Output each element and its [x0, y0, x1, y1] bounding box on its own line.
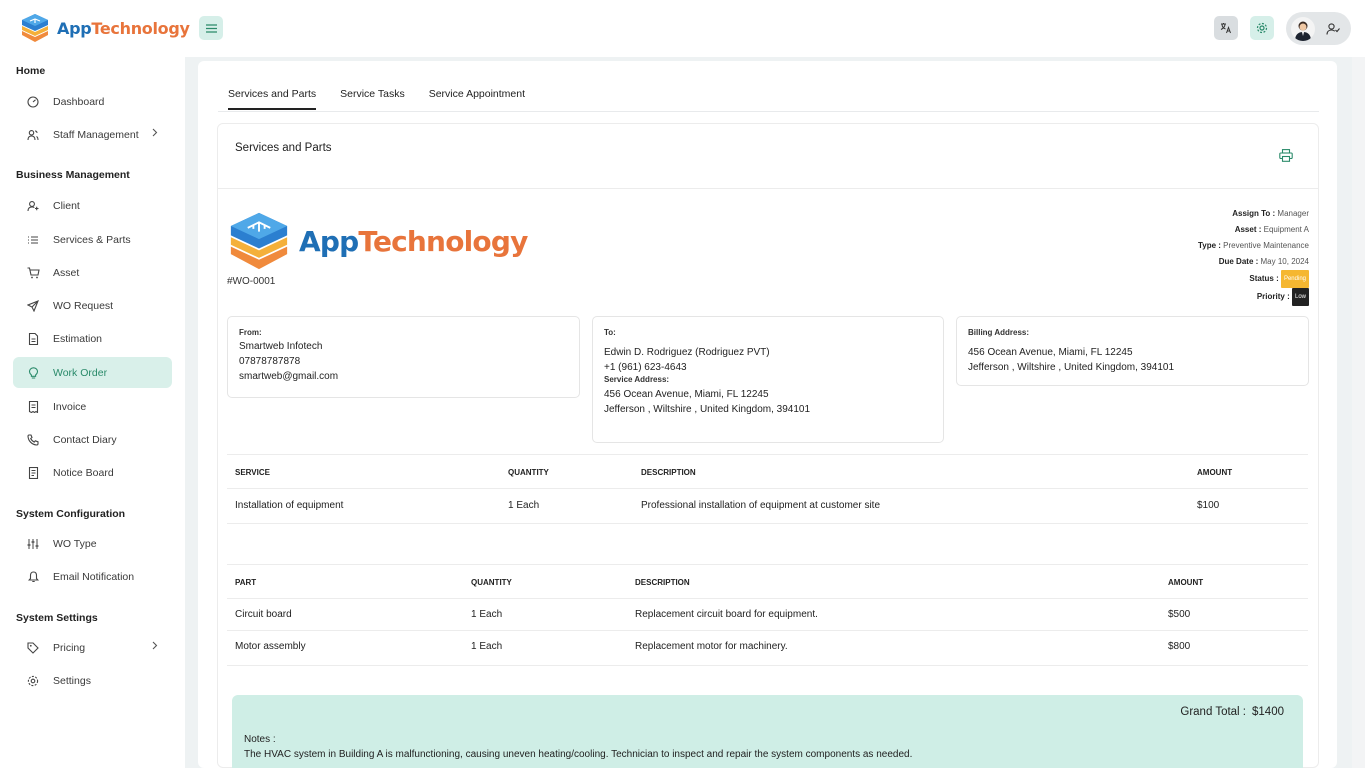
sidebar-item-label: Email Notification [53, 570, 135, 583]
meta-value: Equipment A [1263, 225, 1309, 234]
sidebar-item-services-parts[interactable] [13, 224, 172, 255]
meta-value: Manager [1277, 209, 1309, 218]
column-header: QUANTITY [508, 468, 549, 477]
work-order-meta [1198, 206, 1309, 306]
sidebar-item-label: Pricing [53, 641, 86, 654]
meta-due-date [1198, 254, 1309, 270]
meta-label: Asset : [1234, 225, 1262, 234]
sidebar-item-work-order[interactable] [13, 357, 172, 388]
sidebar-item-asset[interactable] [13, 257, 172, 288]
grand-total-label: Grand Total : [1180, 706, 1247, 718]
sidebar-item-wo-type[interactable] [13, 528, 172, 559]
billing-address-line1: 456 Ocean Avenue, Miami, FL 12245 [968, 347, 1133, 358]
document-icon [26, 332, 40, 346]
to-phone: +1 (961) 623-4643 [604, 362, 687, 373]
table-cell: $500 [1168, 609, 1191, 620]
from-name: Smartweb Infotech [239, 341, 323, 352]
print-button[interactable] [1279, 149, 1293, 167]
invoice-logo [227, 211, 528, 271]
service-address-line2: Jefferson , Wiltshire , United Kingdom, 394101 [604, 404, 811, 415]
table-cell: 1 Each [508, 500, 540, 511]
meta-label: Status : [1249, 274, 1279, 284]
sidebar-item-estimation[interactable] [13, 323, 172, 354]
sidebar-item-contact-diary[interactable] [13, 424, 172, 455]
sidebar-section-business-management: Business Management [16, 169, 130, 181]
meta-label: Type : [1197, 241, 1221, 250]
to-name: Edwin D. Rodriguez (Rodriguez PVT) [604, 347, 770, 358]
logo-text-app: App [57, 18, 92, 38]
meta-label: Due Date : [1218, 257, 1259, 266]
sidebar-item-label: WO Request [53, 299, 114, 312]
column-header: DESCRIPTION [635, 578, 690, 587]
sidebar-item-label: Services & Parts [53, 233, 131, 246]
meta-value: May 10, 2024 [1260, 257, 1309, 266]
list-icon [26, 233, 40, 247]
client-icon [26, 199, 40, 213]
sidebar-item-label: WO Type [53, 537, 97, 550]
hamburger-icon [206, 24, 217, 33]
table-cell: Professional installation of equipment at customer site [641, 500, 881, 511]
page-scrollbar[interactable] [1352, 57, 1365, 768]
logo-mark-icon [18, 11, 52, 45]
status-badge: Pending [1281, 270, 1309, 288]
sidebar-item-wo-request[interactable] [13, 290, 172, 321]
table-cell: Installation of equipment [235, 500, 344, 511]
billing-address-line2: Jefferson , Wiltshire , United Kingdom, 394101 [968, 362, 1175, 373]
table-cell: Motor assembly [235, 641, 306, 652]
column-header: QUANTITY [471, 578, 512, 587]
sidebar-item-label: Asset [53, 266, 80, 279]
card-divider [218, 188, 1318, 189]
table-cell: $800 [1168, 641, 1191, 652]
user-check-icon [1326, 22, 1340, 36]
table-header [227, 454, 1308, 489]
service-address-line1: 456 Ocean Avenue, Miami, FL 12245 [604, 389, 769, 400]
billing-label: Billing Address: [968, 328, 1030, 337]
grand-total-amount: $1400 [1252, 706, 1284, 718]
users-icon [26, 128, 40, 142]
from-label: From: [239, 328, 262, 337]
lightbulb-icon [26, 366, 40, 380]
service-address-label: Service Address: [604, 375, 670, 384]
settings-button[interactable] [1250, 16, 1274, 40]
logo-text-technology: Technology [91, 18, 190, 38]
menu-toggle-button[interactable] [199, 16, 223, 40]
table-row [227, 599, 1308, 631]
grand-total [1180, 706, 1284, 718]
chevron-right-icon [152, 128, 158, 140]
sidebar-item-label: Contact Diary [53, 433, 117, 446]
column-header: SERVICE [235, 468, 270, 477]
notes-label: Notes : [244, 734, 276, 745]
sidebar-item-invoice[interactable] [13, 391, 172, 422]
tab-divider [218, 111, 1319, 112]
user-menu[interactable] [1286, 12, 1351, 45]
settings-icon [26, 674, 40, 688]
language-button[interactable] [1214, 16, 1238, 40]
totals-box [232, 695, 1303, 768]
cart-icon [26, 266, 40, 280]
tab-service-appointment[interactable]: Service Appointment [428, 88, 526, 100]
logo-text-technology: Technology [358, 224, 528, 258]
chevron-right-icon [152, 641, 158, 653]
to-address-box [592, 316, 944, 443]
tab-service-tasks[interactable]: Service Tasks [340, 88, 405, 100]
logo-text-app: App [299, 224, 359, 258]
sidebar-section-system-settings: System Settings [16, 612, 98, 624]
priority-badge: Low [1292, 288, 1309, 306]
table-header [227, 564, 1308, 599]
gear-icon [1256, 22, 1268, 34]
tag-icon [26, 641, 40, 655]
meta-status [1198, 270, 1309, 288]
sidebar-item-client[interactable] [13, 190, 172, 221]
table-cell: Replacement circuit board for equipment. [635, 609, 818, 620]
send-icon [26, 299, 40, 313]
column-header: AMOUNT [1168, 578, 1204, 587]
sidebar-item-label: Staff Management [53, 128, 139, 141]
tab-bar [228, 88, 549, 110]
work-order-number: #WO-0001 [227, 276, 276, 287]
table-cell: Circuit board [235, 609, 292, 620]
column-header: AMOUNT [1197, 468, 1233, 477]
logo-text [57, 19, 190, 38]
table-row [227, 489, 1308, 524]
translate-icon [1220, 22, 1232, 34]
sidebar-item-label: Dashboard [53, 95, 105, 108]
logo-mark-icon [227, 211, 291, 271]
sidebar-item-pricing[interactable] [13, 632, 172, 663]
meta-asset [1198, 222, 1309, 238]
billing-address-box [956, 316, 1309, 386]
notes-text: The HVAC system in Building A is malfunctioning, causing uneven heating/cooling. Technician to inspect and repair the system components as needed. [244, 749, 913, 760]
meta-value: Preventive Maintenance [1223, 241, 1309, 250]
sidebar-item-label: Settings [53, 674, 91, 687]
meta-type [1198, 238, 1309, 254]
table-cell: 1 Each [471, 641, 503, 652]
meta-priority [1198, 288, 1309, 306]
logo-text [299, 225, 528, 258]
board-icon [26, 466, 40, 480]
meta-label: Assign To : [1232, 209, 1276, 218]
sidebar-item-label: Estimation [53, 332, 103, 345]
table-row [227, 631, 1308, 666]
sidebar-item-label: Work Order [53, 366, 108, 379]
sidebar-item-email-notification[interactable] [13, 561, 172, 592]
dashboard-icon [26, 95, 40, 109]
table-cell: 1 Each [471, 609, 503, 620]
sidebar-section-system-configuration: System Configuration [16, 508, 126, 520]
table-cell: Replacement motor for machinery. [635, 641, 788, 652]
column-header: DESCRIPTION [641, 468, 696, 477]
printer-icon [1279, 149, 1293, 162]
top-header [0, 0, 1365, 57]
phone-icon [26, 433, 40, 447]
sidebar-item-label: Client [53, 199, 80, 212]
from-phone: 07878787878 [239, 356, 301, 367]
meta-label: Priority : [1256, 292, 1290, 302]
meta-assign-to [1198, 206, 1309, 222]
invoice-icon [26, 400, 40, 414]
app-logo[interactable] [18, 11, 190, 45]
sidebar-section-home: Home [16, 65, 46, 77]
sidebar-item-settings[interactable] [13, 665, 172, 696]
tab-services-and-parts[interactable]: Services and Parts [228, 88, 316, 110]
sidebar-item-staff-management[interactable] [13, 119, 172, 150]
column-header: PART [235, 578, 257, 587]
table-cell: $100 [1197, 500, 1220, 511]
to-label: To: [604, 328, 616, 337]
from-address-box [227, 316, 580, 398]
sliders-icon [26, 537, 40, 551]
sidebar-item-label: Invoice [53, 400, 87, 413]
sidebar-item-notice-board[interactable] [13, 457, 172, 488]
bell-icon [26, 570, 40, 584]
avatar [1291, 17, 1315, 41]
sidebar-item-dashboard[interactable] [13, 86, 172, 117]
sidebar-item-label: Notice Board [53, 466, 114, 479]
from-email: smartweb@gmail.com [239, 371, 339, 382]
card-title: Services and Parts [235, 142, 332, 154]
